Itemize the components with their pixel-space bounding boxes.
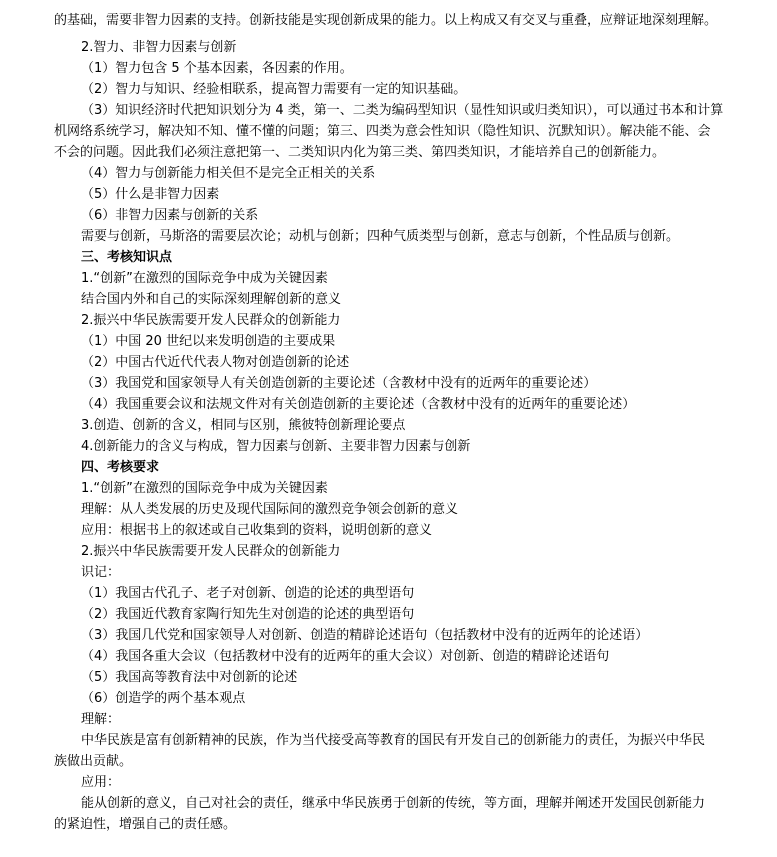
text-line: 机网络系统学习，解决知不知、懂不懂的问题；第三、四类为意会性知识（隐性知识、沉默知识）。解决能不能、会 (54, 124, 711, 139)
text-line: 不会的问题。因此我们必须注意把第一、二类知识内化为第三类、第四类知识，才能培养自己的创新能力。 (54, 145, 666, 160)
text-line: （6）非智力因素与创新的关系 (81, 208, 259, 223)
text-line: （5）什么是非智力因素 (81, 187, 220, 202)
text-line: （4）智力与创新能力相关但不是完全正相关的关系 (81, 166, 376, 181)
text-line: 3.创造、创新的含义，相同与区别，熊彼特创新理论要点 (81, 418, 406, 433)
text-line: 的紧迫性，增强自己的责任感。 (54, 817, 237, 832)
section-heading: 四、考核要求 (81, 460, 160, 475)
text-line: 2.振兴中华民族需要开发人民群众的创新能力 (81, 313, 341, 328)
text-line: 2.智力、非智力因素与创新 (81, 40, 237, 55)
text-line: （5）我国高等教育法中对创新的论述 (81, 670, 298, 685)
text-line: （3）我国几代党和国家领导人对创新、创造的精辟论述语句（包括教材中没有的近两年的论述语） (81, 628, 649, 643)
text-line: （3）知识经济时代把知识划分为 4 类，第一、二类为编码型知识（显性知识或归类知识），可以通过书本和计算 (81, 103, 724, 118)
text-line: 理解： (81, 712, 121, 727)
text-line: （1）我国古代孔子、老子对创新、创造的论述的典型语句 (81, 586, 415, 601)
text-line: 识记： (81, 565, 121, 580)
text-line: 需要与创新，马斯洛的需要层次论；动机与创新；四种气质类型与创新，意志与创新，个性品质与创新。 (81, 229, 680, 244)
text-line: （6）创造学的两个基本观点 (81, 691, 246, 706)
text-line: （4）我国各重大会议（包括教材中没有的近两年的重大会议）对创新、创造的精辟论述语句 (81, 649, 610, 664)
text-line: 的基础，需要非智力因素的支持。创新技能是实现创新成果的能力。以上构成又有交叉与重叠，应辩证地深刻理解。 (54, 13, 718, 28)
text-line: 理解：从人类发展的历史及现代国际间的激烈竞争领会创新的意义 (81, 502, 459, 517)
text-line: （2）智力与知识、经验相联系，提高智力需要有一定的知识基础。 (81, 82, 467, 97)
text-line: （2）中国古代近代代表人物对创造创新的论述 (81, 355, 350, 370)
text-line: 2.振兴中华民族需要开发人民群众的创新能力 (81, 544, 341, 559)
text-line: 中华民族是富有创新精神的民族，作为当代接受高等教育的国民有开发自己的创新能力的责任，为振兴中华民 (81, 733, 706, 748)
text-line: （2）我国近代教育家陶行知先生对创造的论述的典型语句 (81, 607, 415, 622)
text-line: （3）我国党和国家领导人有关创造创新的主要论述（含教材中没有的近两年的重要论述） (81, 376, 597, 391)
text-line: 应用：根据书上的叙述或自己收集到的资料，说明创新的意义 (81, 523, 433, 538)
text-line: 1.“创新”在激烈的国际竞争中成为关键因素 (81, 481, 328, 496)
text-line: （1）中国 20 世纪以来发明创造的主要成果 (81, 334, 336, 349)
text-line: 1.“创新”在激烈的国际竞争中成为关键因素 (81, 271, 328, 286)
text-line: （1）智力包含 5 个基本因素，各因素的作用。 (81, 61, 353, 76)
text-line: 4.创新能力的含义与构成，智力因素与创新、主要非智力因素与创新 (81, 439, 471, 454)
text-line: 能从创新的意义，自己对社会的责任，继承中华民族勇于创新的传统，等方面，理解并阐述开发国民创新能力 (81, 796, 706, 811)
text-line: 结合国内外和自己的实际深刻理解创新的意义 (81, 292, 342, 307)
text-line: 应用： (81, 775, 121, 790)
section-heading: 三、考核知识点 (81, 250, 173, 265)
text-line: 族做出贡献。 (54, 754, 133, 769)
text-line: （4）我国重要会议和法规文件对有关创造创新的主要论述（含教材中没有的近两年的重要论述） (81, 397, 636, 412)
